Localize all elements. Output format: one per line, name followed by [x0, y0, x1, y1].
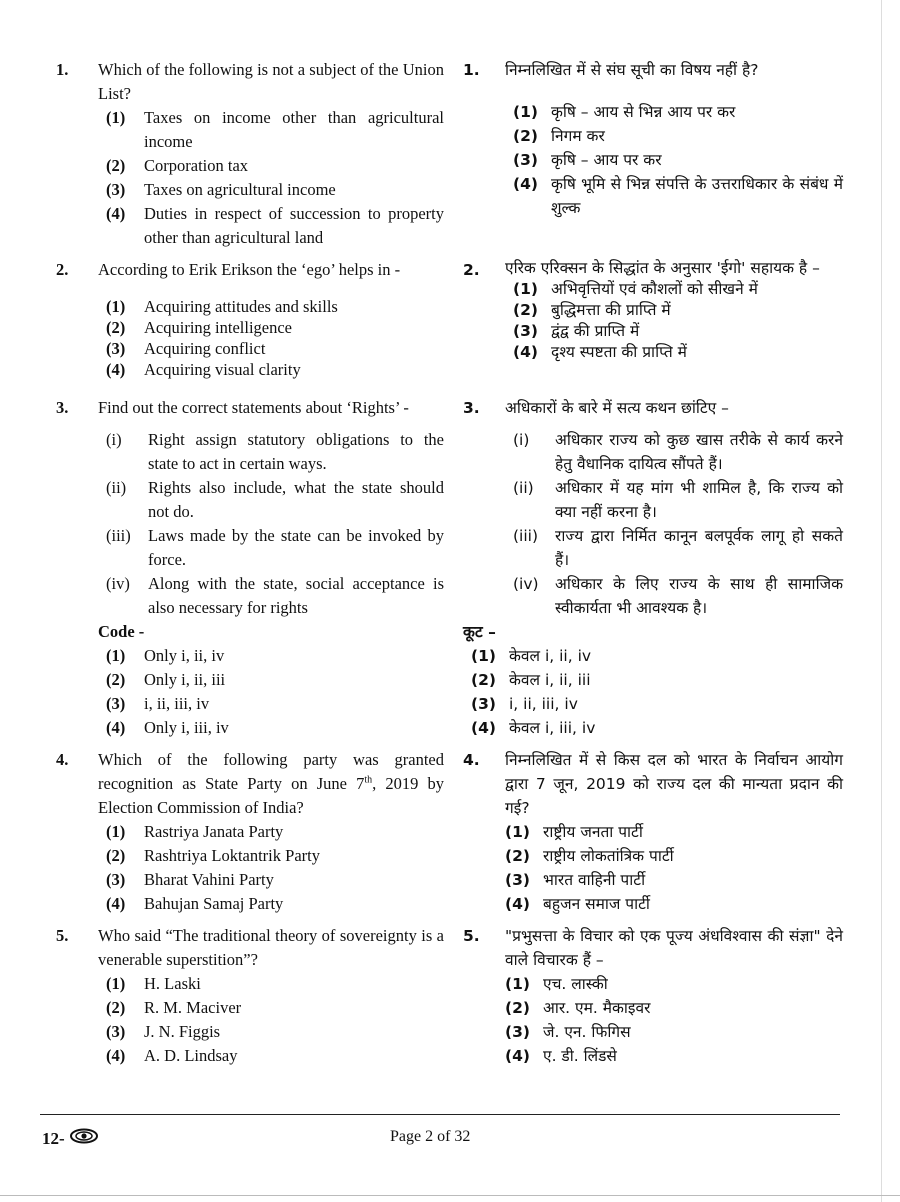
question-3-en — [56, 396, 444, 748]
option-1: (1) Rastriya Janata Party — [106, 822, 284, 841]
footer-code — [42, 1128, 99, 1149]
statements-list — [106, 428, 444, 620]
option-2: (2) Only i, ii, iii — [106, 670, 226, 689]
question-4-hi — [463, 748, 843, 924]
option-4: (4) दृश्य स्पष्टता की प्राप्ति में — [513, 343, 687, 361]
options-list — [471, 644, 843, 740]
option-3: (3) i, ii, iii, iv — [471, 695, 578, 713]
question-2-en — [56, 258, 444, 396]
footer-divider — [40, 1114, 840, 1115]
scan-edge-line — [881, 0, 882, 1202]
option-4: (4) Only i, iii, iv — [106, 718, 229, 737]
option-1: (1) कृषि – आय से भिन्न आय पर कर — [513, 103, 736, 121]
option-3: (3) भारत वाहिनी पार्टी — [505, 871, 646, 889]
footer-code-text: 12- — [42, 1128, 65, 1148]
option-2: (2) निगम कर — [513, 127, 605, 145]
option-1: (1) Only i, ii, iv — [106, 646, 225, 665]
options-list — [505, 820, 843, 916]
options-list — [513, 279, 843, 363]
question-1-hi — [463, 58, 843, 258]
options-list — [106, 106, 444, 250]
question-text: Which of the following is not a subject of the Union List? — [98, 60, 444, 103]
question-text: Find out the correct statements about ‘Rights’ - — [98, 398, 409, 417]
question-5-hi — [463, 924, 843, 1068]
question-text: Who said “The traditional theory of sovereignty is a venerable superstition”? — [98, 926, 444, 969]
question-number: 2. — [463, 261, 480, 279]
option-1: (1) Acquiring attitudes and skills — [106, 297, 338, 316]
code-label: Code - — [98, 622, 145, 641]
question-1-en — [56, 58, 444, 258]
option-3: (3) Taxes on agricultural income — [106, 180, 336, 199]
option-3: (3) द्वंद्व की प्राप्ति में — [513, 322, 640, 340]
options-list — [106, 972, 444, 1068]
option-3: (3) जे. एन. फिगिस — [505, 1023, 631, 1041]
option-2: (2) Corporation tax — [106, 156, 249, 175]
option-4: (4) बहुजन समाज पार्टी — [505, 895, 650, 913]
option-3: (3) कृषि – आय पर कर — [513, 151, 662, 169]
question-4-en — [56, 748, 444, 924]
option-2: (2) Acquiring intelligence — [106, 318, 292, 337]
english-column — [56, 58, 444, 1068]
option-2: (2) R. M. Maciver — [106, 998, 242, 1017]
option-4: (4) Acquiring visual clarity — [106, 360, 301, 379]
statement-ii: (ii) अधिकार में यह मांग भी शामिल है, कि राज्य को क्या नहीं करना है। — [513, 479, 843, 521]
question-text: "प्रभुसत्ता के विचार को एक पूज्य अंधविश्वास की संज्ञा" देने वाले विचारक हैं – — [505, 927, 843, 969]
option-4: (4) केवल i, iii, iv — [471, 719, 596, 737]
question-number: 3. — [56, 398, 69, 417]
question-number: 4. — [463, 751, 480, 769]
option-2: (2) आर. एम. मैकाइवर — [505, 999, 651, 1017]
statement-i: (i) Right assign statutory obligations to the state to act in certain ways. — [106, 430, 444, 473]
option-4: (4) A. D. Lindsay — [106, 1046, 238, 1065]
option-3: (3) Bharat Vahini Party — [106, 870, 274, 889]
question-number: 1. — [463, 61, 480, 79]
option-1: (1) H. Laski — [106, 974, 201, 993]
options-list — [513, 100, 843, 220]
statement-i: (i) अधिकार राज्य को कुछ खास तरीके से कार्य करने हेतु वैधानिक दायित्व सौंपते हैं। — [513, 431, 843, 473]
scan-bottom-line — [0, 1195, 900, 1196]
option-4: (4) Duties in respect of succession to property other than agricultural land — [106, 204, 444, 247]
question-number: 4. — [56, 750, 69, 769]
page-number: Page 2 of 32 — [390, 1128, 471, 1145]
code-label: कूट – — [463, 623, 496, 641]
option-2: (2) राष्ट्रीय लोकतांत्रिक पार्टी — [505, 847, 674, 865]
statement-ii: (ii) Rights also include, what the state should not do. — [106, 478, 444, 521]
option-4: (4) कृषि भूमि से भिन्न संपत्ति के उत्तराधिकार के संबंध में शुल्क — [513, 175, 843, 217]
option-4: (4) ए. डी. लिंडसे — [505, 1047, 617, 1065]
question-text: निम्नलिखित में से संघ सूची का विषय नहीं है? — [505, 61, 759, 79]
statements-list — [513, 428, 843, 620]
question-text: अधिकारों के बारे में सत्य कथन छांटिए – — [505, 399, 729, 417]
options-list — [505, 972, 843, 1068]
option-3: (3) J. N. Figgis — [106, 1022, 221, 1041]
option-1: (1) राष्ट्रीय जनता पार्टी — [505, 823, 643, 841]
question-text: एरिक एरिक्सन के सिद्धांत के अनुसार 'ईगो' सहायक है – — [505, 259, 820, 277]
options-list — [106, 820, 444, 916]
question-number: 1. — [56, 60, 69, 79]
option-1: (1) एच. लास्की — [505, 975, 608, 993]
question-number: 5. — [463, 927, 480, 945]
question-number: 5. — [56, 926, 69, 945]
eye-logo-icon — [69, 1128, 99, 1149]
question-text: Which of the following party was granted recognition as State Party on June 7th, 2019 by Election Commission of India? — [98, 750, 444, 817]
option-2: (2) केवल i, ii, iii — [471, 671, 591, 689]
options-list — [106, 644, 444, 740]
option-2: (2) बुद्धिमत्ता की प्राप्ति में — [513, 301, 671, 319]
statement-iii: (iii) राज्य द्वारा निर्मित कानून बलपूर्वक लागू हो सकते हैं। — [513, 527, 843, 569]
question-number: 2. — [56, 260, 69, 279]
hindi-column — [463, 58, 843, 1068]
question-3-hi — [463, 396, 843, 748]
question-number: 3. — [463, 399, 480, 417]
option-2: (2) Rashtriya Loktantrik Party — [106, 846, 320, 865]
option-1: (1) केवल i, ii, iv — [471, 647, 592, 665]
options-list — [106, 296, 444, 380]
option-3: (3) Acquiring conflict — [106, 339, 266, 358]
option-4: (4) Bahujan Samaj Party — [106, 894, 284, 913]
option-3: (3) i, ii, iii, iv — [106, 694, 210, 713]
question-text: निम्नलिखित में से किस दल को भारत के निर्वाचन आयोग द्वारा 7 जून, 2019 को राज्य दल की मान्यता प्रदान की गई? — [505, 751, 843, 817]
statement-iii: (iii) Laws made by the state can be invoked by force. — [106, 526, 444, 569]
question-2-hi — [463, 258, 843, 396]
question-text: According to Erik Erikson the ‘ego’ helps in - — [98, 260, 401, 279]
option-1: (1) Taxes on income other than agricultural income — [106, 108, 444, 151]
statement-iv: (iv) Along with the state, social acceptance is also necessary for rights — [106, 574, 444, 617]
question-5-en — [56, 924, 444, 1068]
statement-iv: (iv) अधिकार के लिए राज्य के साथ ही सामाजिक स्वीकार्यता भी आवश्यक है। — [513, 575, 843, 617]
option-1: (1) अभिवृत्तियों एवं कौशलों को सीखने में — [513, 280, 758, 298]
